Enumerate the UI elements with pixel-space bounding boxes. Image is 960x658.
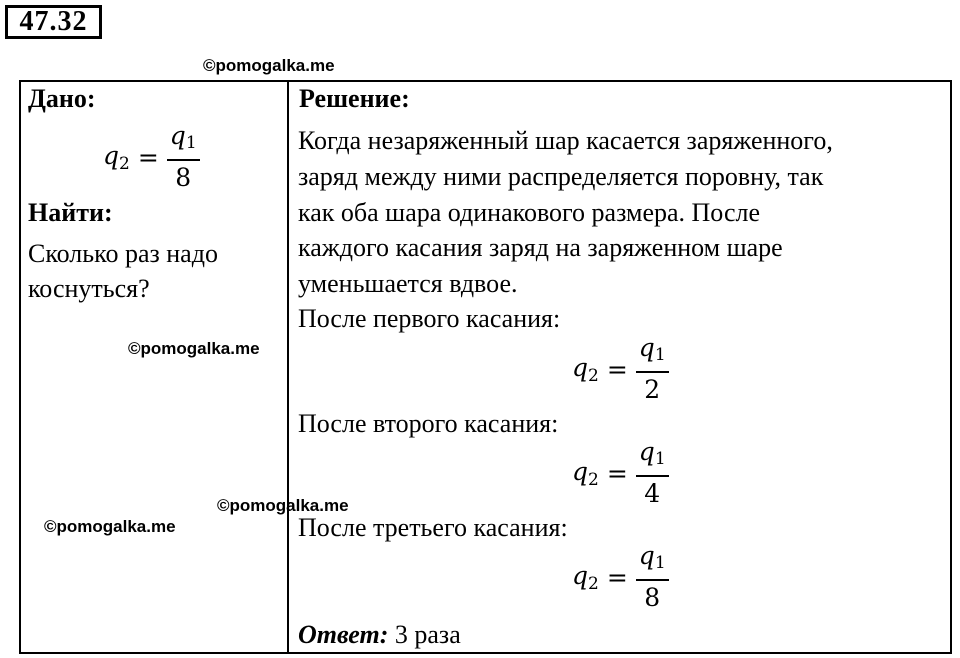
formula-lhs: $q_2$ (572, 456, 599, 490)
answer-label: Ответ: (298, 620, 389, 649)
find-text-line: Сколько раз надо (28, 239, 218, 268)
step2-label: После второго касания: (298, 409, 559, 438)
watermark: ©pomogalka.me (217, 496, 349, 515)
fraction (167, 121, 200, 193)
fraction (636, 333, 669, 405)
equals-sign: = (606, 458, 628, 488)
given-heading: Дано: (28, 84, 96, 113)
fraction-denominator: 4 (644, 479, 661, 508)
find-text-line: коснуться? (28, 274, 150, 303)
column-divider (287, 80, 289, 654)
step2-formula (572, 437, 669, 509)
fraction (636, 541, 669, 613)
step3-label: После третьего касания: (298, 513, 568, 542)
answer-value: 3 раза (388, 620, 461, 649)
fraction-numerator: $q_1$ (167, 121, 200, 161)
formula-lhs: $q_2$ (572, 560, 599, 594)
watermark: ©pomogalka.me (203, 56, 335, 75)
equals-sign: = (606, 354, 628, 384)
fraction-numerator: $q_1$ (636, 437, 669, 477)
watermark: ©pomogalka.me (44, 517, 176, 536)
given-formula (103, 121, 200, 193)
solution-text-line: заряд между ними распределяется поровну, так (298, 162, 824, 191)
solution-text-line: Когда незаряженный шар касается заряженного, (298, 126, 833, 155)
fraction-denominator: 2 (644, 375, 661, 404)
step1-label: После первого касания: (298, 304, 561, 333)
fraction (636, 437, 669, 509)
fraction-denominator: 8 (644, 583, 661, 612)
formula-lhs: $q_2$ (572, 352, 599, 386)
watermark: ©pomogalka.me (128, 339, 260, 358)
solution-heading: Решение: (299, 84, 410, 113)
formula-lhs: $q_2$ (103, 140, 130, 174)
fraction-numerator: $q_1$ (636, 333, 669, 373)
equals-sign: = (606, 562, 628, 592)
problem-number: 47.32 (5, 5, 102, 39)
step3-formula (572, 541, 669, 613)
find-heading: Найти: (28, 198, 113, 227)
equals-sign: = (137, 142, 159, 172)
answer (298, 618, 461, 652)
step1-formula (572, 333, 669, 405)
solution-text-line: каждого касания заряд на заряженном шаре (298, 233, 783, 262)
solution-text-line: уменьшается вдвое. (298, 269, 518, 298)
solution-text-line: как оба шара одинакового размера. После (298, 198, 761, 227)
fraction-numerator: $q_1$ (636, 541, 669, 581)
fraction-denominator: 8 (175, 163, 192, 192)
